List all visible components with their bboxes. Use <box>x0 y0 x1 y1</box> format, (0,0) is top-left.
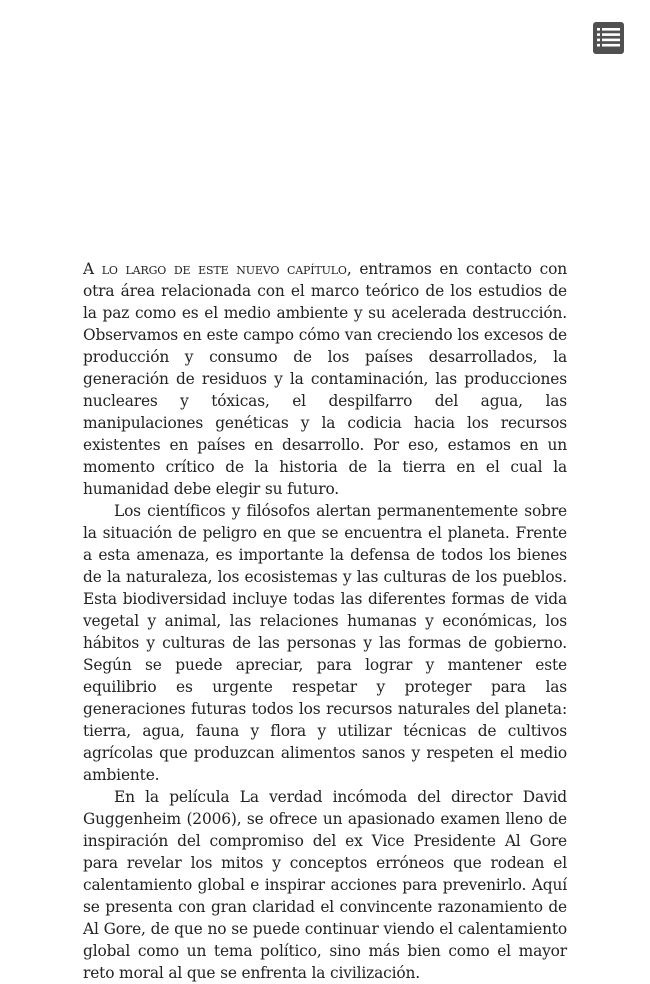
paragraph-2: Los científicos y filósofos alertan permanentemente sobre la situación de peligro en que se encuentra el planeta. Frente a esta amenaza, es importante la defensa de todos los bienes de la naturaleza, los ecosistemas y las culturas de los pueblos. Esta biodiversidad incluye todas las diferentes formas de vida vegetal y animal, las relaciones humanas y económicas, los hábitos y culturas de las personas y las formas de gobierno. Según se puede apreciar, para lograr y mantener este equilibrio es urgente respetar y proteger para las generaciones futuras todos los recursos naturales del planeta: tierra, agua, fauna y flora y utilizar técnicas de cultivos agrícolas que produzcan alimentos sanos y respeten el medio ambiente. <box>83 502 567 784</box>
document-body <box>83 258 567 984</box>
paragraph-1-text: , entramos en contacto con otra área relacionada con el marco teórico de los estudios de la paz como es el medio ambiente y su acelerada destrucción. Observamos en este campo cómo van creciendo los excesos de producción y consumo de los países desarrollados, la generación de residuos y la contaminación, las producciones nucleares y tóxicas, el despilfarro del agua, las manipulaciones genéticas y la codicia hacia los recursos existentes en países en desarrollo. Por eso, estamos en un momento crítico de la historia de la tierra en el cual la humanidad debe elegir su futuro. <box>83 260 567 498</box>
chapter-lead-in: A lo largo de este nuevo capítulo <box>83 260 347 278</box>
paragraph-1 <box>83 258 567 500</box>
paragraph-3: En la película La verdad incómoda del director David Guggenheim (2006), se ofrece un apasionado examen lleno de inspiración del compromiso del ex Vice Presidente Al Gore para revelar los mitos y conceptos erróneos que rodean el calentamiento global e inspirar acciones para prevenirlo. Aquí se presenta con gran claridad el convincente razonamiento de Al Gore, de que no se puede continuar viendo el calentamiento global como un tema político, sino más bien como el mayor reto moral al que se enfrenta la civilización. <box>83 788 567 982</box>
list-menu-icon <box>593 22 624 54</box>
menu-button[interactable] <box>593 22 624 54</box>
